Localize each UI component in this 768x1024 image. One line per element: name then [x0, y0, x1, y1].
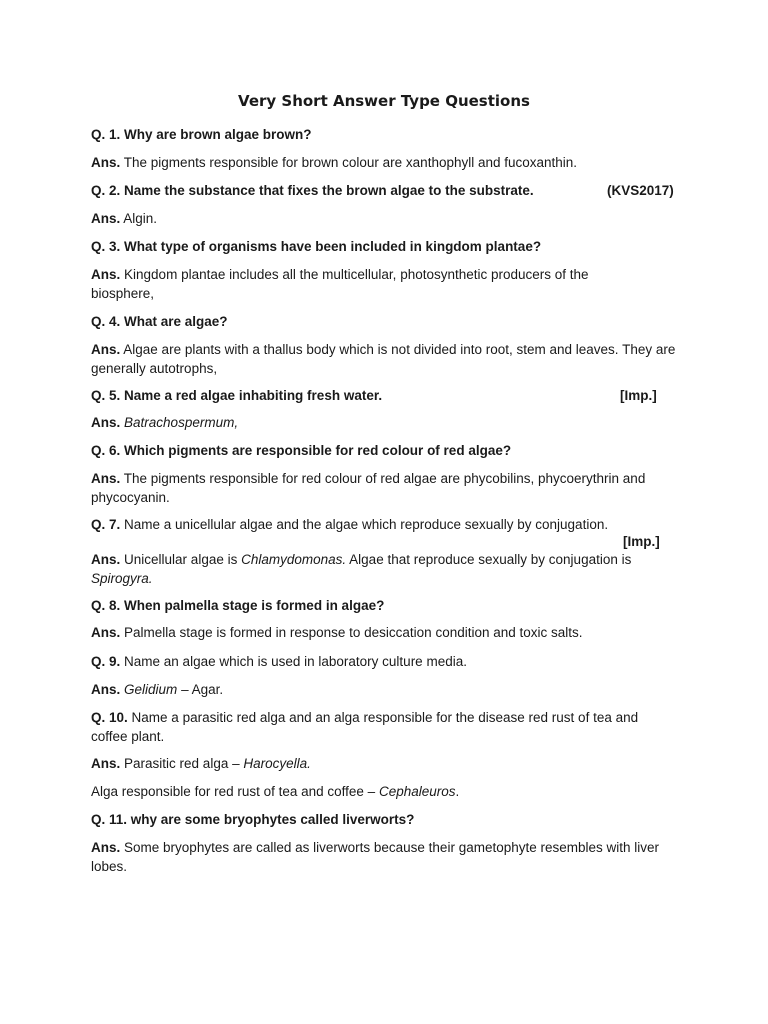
question-8: Q. 8. When palmella stage is formed in algae? — [91, 598, 385, 613]
question-2: Q. 2. Name the substance that fixes the brown algae to the substrate. — [91, 183, 534, 198]
answer-text: Algae are plants with a thallus body which is not divided into root, stem and leaves. They are generally autotrophs, — [91, 342, 676, 376]
answer-italic: Chlamydomonas. — [241, 552, 347, 567]
question-7-tag: [Imp.] — [623, 534, 660, 549]
answer-italic: Harocyella. — [243, 756, 311, 771]
answer-6 — [91, 469, 681, 507]
answer-label: Ans. — [91, 211, 121, 226]
answer-italic-2: Spirogyra. — [91, 571, 153, 586]
question-11: Q. 11. why are some bryophytes called liverworts? — [91, 812, 415, 827]
question-5-tag: [Imp.] — [620, 388, 657, 403]
answer-text-2: Algae that reproduce sexually by conjugation is — [349, 552, 632, 567]
question-text: Name a parasitic red alga and an alga responsible for the disease red rust of tea and coffee plant. — [91, 710, 639, 744]
question-number: Q. 9. — [91, 654, 121, 669]
answer-8 — [91, 623, 681, 642]
answer-label: Ans. — [91, 682, 121, 697]
answer-text: Some bryophytes are called as liverworts because their gametophyte resembles with liver lobes. — [91, 840, 660, 874]
answer-text: – Agar. — [181, 682, 224, 697]
question-9 — [91, 652, 681, 671]
answer-italic-2: Cephaleuros — [378, 784, 456, 799]
question-number: Q. 7. — [91, 517, 121, 532]
question-6: Q. 6. Which pigments are responsible for red colour of red algae? — [91, 443, 512, 458]
answer-text-2: Alga responsible for red rust of tea and coffee – — [91, 784, 376, 799]
answer-10 — [91, 754, 681, 773]
question-1: Q. 1. Why are brown algae brown? — [91, 127, 312, 142]
answer-text: Unicellular algae is — [124, 552, 238, 567]
answer-text: Batrachospermum, — [124, 415, 239, 430]
answer-label: Ans. — [91, 552, 121, 567]
answer-text: Palmella stage is formed in response to desiccation condition and toxic salts. — [124, 625, 583, 640]
answer-text: The pigments responsible for red colour of red algae are phycobilins, phycoerythrin and phycocyanin. — [91, 471, 646, 505]
question-2-tag: (KVS2017) — [607, 183, 674, 198]
question-3: Q. 3. What type of organisms have been included in kingdom plantae? — [91, 239, 542, 254]
question-text: Name an algae which is used in laboratory culture media. — [124, 654, 467, 669]
answer-label: Ans. — [91, 840, 121, 855]
answer-label: Ans. — [91, 155, 121, 170]
answer-7 — [91, 550, 681, 588]
answer-11 — [91, 838, 671, 876]
question-number: Q. 10. — [91, 710, 128, 725]
question-10 — [91, 708, 671, 746]
answer-text: The pigments responsible for brown colour are xanthophyll and fucoxanthin. — [123, 155, 578, 170]
answer-4 — [91, 340, 681, 378]
answer-italic: Gelidium — [124, 682, 178, 697]
answer-label: Ans. — [91, 471, 121, 486]
answer-2 — [91, 209, 681, 228]
answer-label: Ans. — [91, 756, 121, 771]
answer-label: Ans. — [91, 342, 121, 357]
answer-9 — [91, 680, 681, 699]
answer-label: Ans. — [91, 267, 121, 282]
question-4: Q. 4. What are algae? — [91, 314, 228, 329]
answer-label: Ans. — [91, 415, 121, 430]
answer-end: . — [455, 784, 460, 799]
page-title: Very Short Answer Type Questions — [238, 92, 530, 110]
question-7 — [91, 515, 681, 534]
question-text: Name a unicellular algae and the algae which reproduce sexually by conjugation. — [124, 517, 609, 532]
question-5: Q. 5. Name a red algae inhabiting fresh water. — [91, 388, 383, 403]
answer-label: Ans. — [91, 625, 121, 640]
answer-5 — [91, 413, 681, 432]
answer-1 — [91, 153, 681, 172]
answer-text: Kingdom plantae includes all the multicellular, photosynthetic producers of the biosphere, — [91, 267, 589, 301]
answer-3 — [91, 265, 631, 303]
answer-text: Parasitic red alga – — [124, 756, 240, 771]
answer-10-continued — [91, 782, 681, 801]
answer-text: Algin. — [123, 211, 158, 226]
